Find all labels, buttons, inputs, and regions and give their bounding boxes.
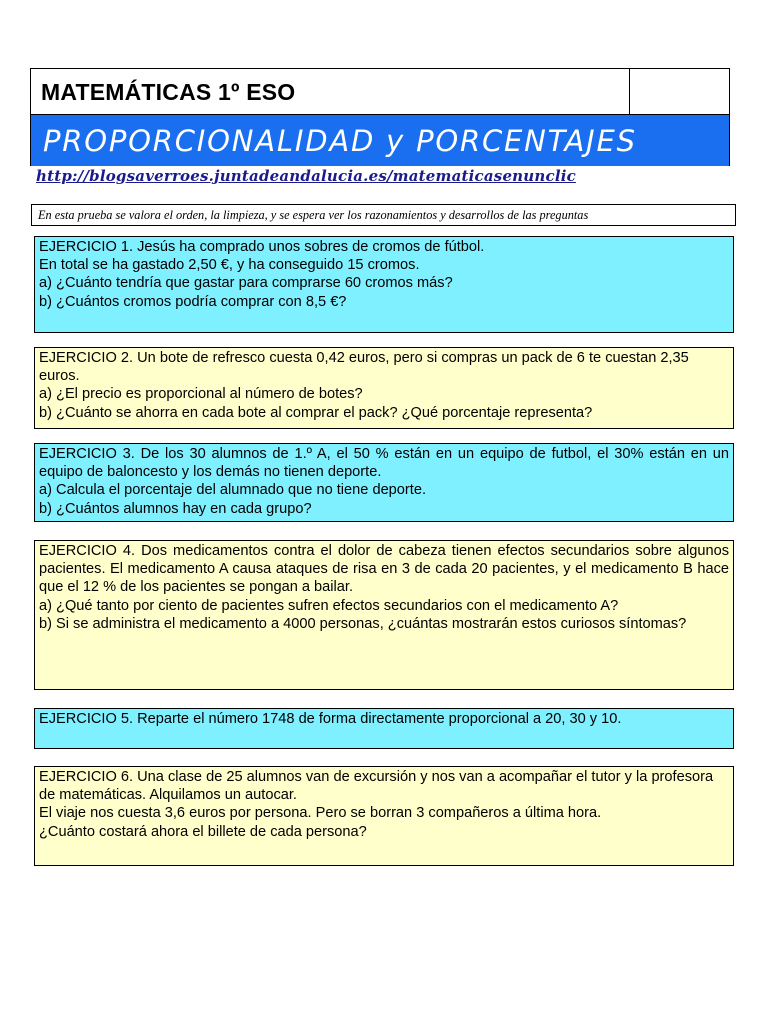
exercise-2-question-b: b) ¿Cuánto se ahorra en cada bote al comprar el pack? ¿Qué porcentaje representa? [39, 404, 593, 421]
exercise-6-question: ¿Cuánto costará ahora el billete de cada persona? [39, 823, 367, 840]
exercise-1-question-b: b) ¿Cuántos cromos podría comprar con 8,5 €? [39, 293, 347, 310]
exercise-6 [34, 766, 734, 866]
topic-banner [31, 115, 729, 166]
exercise-3-question-a: a) Calcula el porcentaje del alumnado que no tiene deporte. [39, 482, 426, 499]
exercise-6-statement: EJERCICIO 6. Una clase de 25 alumnos van de excursión y nos van a acompañar el tutor y la profesora de matemáticas. Alquilamos un autocar. [39, 769, 714, 804]
exercise-1-question-a: a) ¿Cuánto tendría que gastar para comprarse 60 cromos más? [39, 275, 453, 292]
exercise-6-context: El viaje nos cuesta 3,6 euros por persona. Pero se borran 3 compañeros a última hora. [39, 805, 602, 822]
exercise-4 [34, 540, 734, 690]
exercise-1 [34, 236, 734, 333]
header-box [30, 68, 730, 166]
exercise-4-question-b: b) Si se administra el medicamento a 4000 personas, ¿cuántas mostrarán estos curiosos síntomas? [39, 615, 687, 632]
course-title: MATEMÁTICAS 1º ESO [41, 79, 296, 105]
exercise-2-question-a: a) ¿El precio es proporcional al número de botes? [39, 386, 363, 403]
exercise-4-statement: EJERCICIO 4. Dos medicamentos contra el dolor de cabeza tienen efectos secundarios sobre algunos pacientes. El medicamento A causa ataques de risa en 3 de cada 20 pacientes, y el medicamento B hace que el 12 % de los pacientes se pongan a bailar. [39, 543, 729, 596]
blog-link[interactable]: http://blogsaverroes.juntadeandalucia.es/matematicasenunclic [36, 167, 576, 185]
exercise-5-statement: EJERCICIO 5. Reparte el número 1748 de forma directamente proporcional a 20, 30 y 10. [39, 711, 622, 727]
empty-grade-cell [629, 69, 729, 114]
notice-box [31, 204, 736, 226]
exercise-2-statement: EJERCICIO 2. Un bote de refresco cuesta 0,42 euros, pero si compras un pack de 6 te cuestan 2,35 euros. [39, 350, 689, 385]
exercise-1-statement: EJERCICIO 1. Jesús ha comprado unos sobres de cromos de fútbol. [39, 239, 485, 255]
topic-title: PROPORCIONALIDAD y PORCENTAJES [43, 124, 637, 158]
exercise-4-question-a: a) ¿Qué tanto por ciento de pacientes sufren efectos secundarios con el medicamento A? [39, 597, 619, 614]
exercise-1-context: En total se ha gastado 2,50 €, y ha conseguido 15 cromos. [39, 257, 420, 274]
exercise-5 [34, 708, 734, 749]
title-row [31, 69, 729, 115]
exercise-3-statement: EJERCICIO 3. De los 30 alumnos de 1.º A, el 50 % están en un equipo de futbol, el 30% están en un equipo de baloncesto y los demás no tienen deporte. [39, 446, 729, 481]
notice-text: En esta prueba se valora el orden, la limpieza, y se espera ver los razonamientos y desarrollos de las preguntas [38, 208, 589, 222]
exercise-2 [34, 347, 734, 429]
exercise-3 [34, 443, 734, 522]
exercise-3-question-b: b) ¿Cuántos alumnos hay en cada grupo? [39, 500, 312, 517]
